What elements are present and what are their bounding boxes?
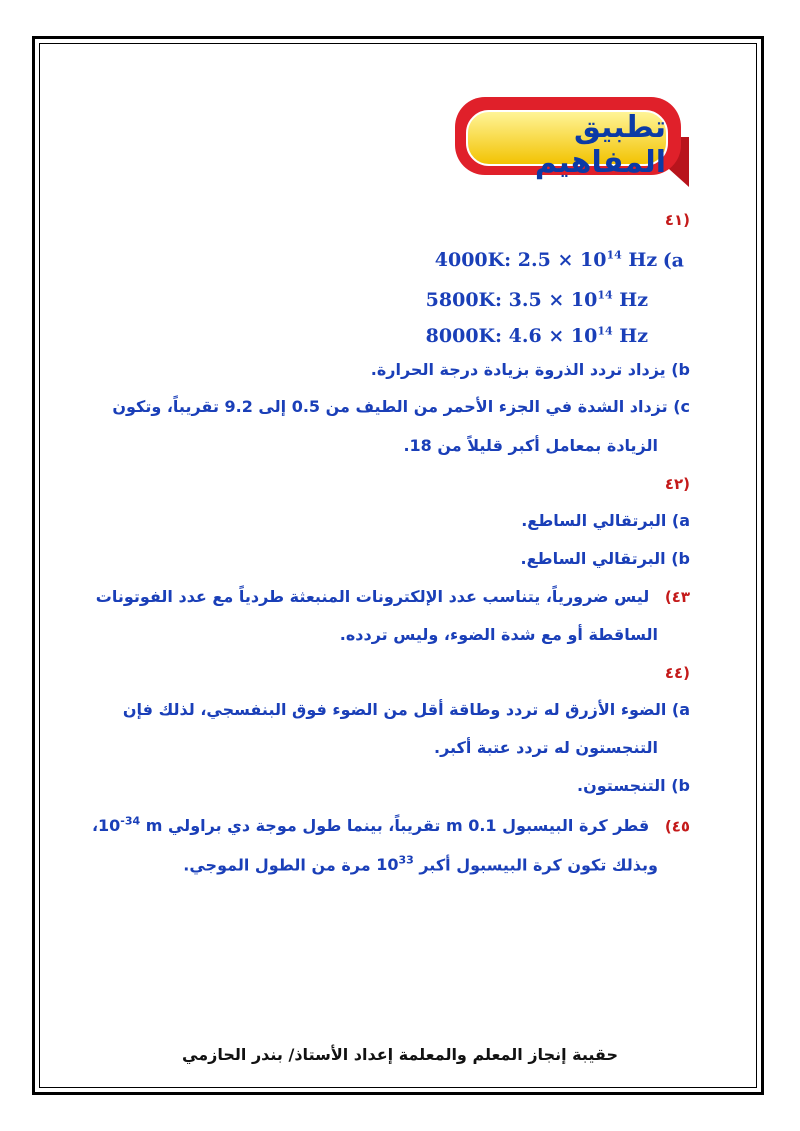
question-45-number: ٤٥) — [664, 817, 690, 836]
q41-c-text-1: c) تزداد الشدة في الجزء الأحمر من الطيف من 0.5 إلى 9.2 تقريباً، وتكون — [112, 397, 690, 416]
q45-line-2: وبذلك تكون كرة البيسبول أكبر $10^{33}$ مرة من الطول الموجي. — [183, 854, 658, 875]
q45-line-1: ٤٥) قطر كرة البيسبول 0.1 m تقريباً، بينما طول موجة دي براولي m $10^{-34}،$ — [91, 815, 690, 836]
q41-a-label: (a — [662, 249, 684, 272]
q44-a-text-1: a) الضوء الأزرق له تردد وطاقة أقل من الضوء فوق البنفسجي، لذلك فإن — [122, 700, 690, 719]
question-44-number: (٤٤ — [664, 664, 690, 682]
q41-a-line-2 — [426, 286, 648, 311]
q41-c-text-2: الزيادة بمعامل أكبر قليلاً من 18. — [403, 436, 658, 455]
question-42-number: (٤٢ — [664, 475, 690, 493]
q43-text-1: ليس ضرورياً، يتناسب عدد الإلكترونات المنبعثة طردياً مع عدد الفوتونات — [95, 587, 650, 606]
q43-text-2: الساقطة أو مع شدة الضوء، وليس تردده. — [339, 625, 658, 644]
question-43-number: ٤٣) — [664, 588, 690, 606]
page-title: تطبيق المفاهيم — [534, 110, 666, 180]
q41-b-text: b) يزداد تردد الذروة بزيادة درجة الحرارة. — [370, 360, 690, 379]
q41-a-line-1 — [429, 246, 684, 271]
q41-a-line-3 — [426, 322, 648, 347]
q42-b-text: b) البرتقالي الساطع. — [520, 549, 690, 568]
q41-a3-value: 8000K: $4.6 \times 10^{14}$ Hz — [425, 325, 648, 348]
q43-line-1 — [96, 587, 690, 607]
q41-a1-value: 4000K: $2.5 \times 10^{14}$ Hz — [434, 249, 658, 272]
page-footer: حقيبة إنجاز المعلم والمعلمة إعداد الأستاذ/ بندر الحازمي — [182, 1045, 618, 1064]
q44-b-text: b) التنجستون. — [577, 776, 690, 795]
q42-a-text: a) البرتقالي الساطع. — [521, 511, 690, 530]
question-41-number: (٤١ — [664, 211, 690, 229]
q44-a-text-2: التنجستون له تردد عتبة أكبر. — [433, 738, 658, 757]
q41-a2-value: 5800K: $3.5 \times 10^{14}$ Hz — [425, 289, 648, 312]
